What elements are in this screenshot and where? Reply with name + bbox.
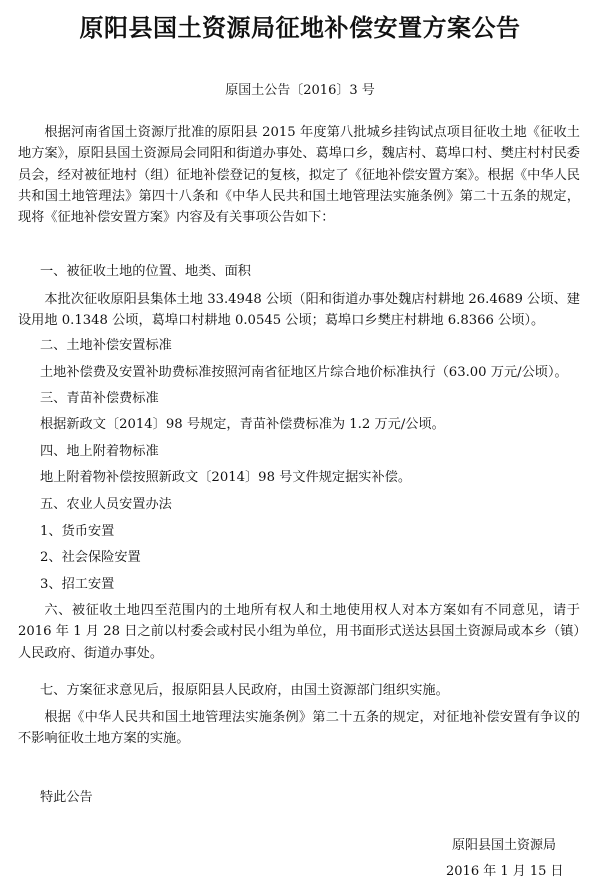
section-5-heading: 五、农业人员安置办法 xyxy=(40,497,172,512)
section-4-heading: 四、地上附着物标准 xyxy=(40,444,159,459)
section-2-body: 土地补偿费及安置补助费标准按照河南省征地区片综合地价标准执行（63.00 万元/公顷）。 xyxy=(40,365,568,380)
section-4-body: 地上附着物补偿按照新政文〔2014〕98 号文件规定据实补偿。 xyxy=(40,470,412,485)
document-number: 原国土公告〔2016〕3 号 xyxy=(225,83,375,98)
section-5-item-3: 3、招工安置 xyxy=(40,577,115,592)
section-7: 七、方案征求意见后，报原阳县人民政府，由国土资源部门组织实施。 xyxy=(40,683,449,698)
section-6: 六、被征收土地四至范围内的土地所有权人和土地使用权人对本方案如有不同意见，请于 2016 年 1 月 28 日之前以村委会或村民小组为单位，用书面形式送达县国土资源局或本乡（镇）人民政府、街道办事处。 xyxy=(18,603,580,661)
page-title: 原阳县国土资源局征地补偿安置方案公告 xyxy=(79,14,521,42)
intro-paragraph: 根据河南省国土资源厅批准的原阳县 2015 年度第八批城乡挂钩试点项目征收土地《征收土地方案》，原阳县国土资源局会同阳和街道办事处、葛埠口乡，魏店村、葛埠口村、樊庄村村民委员会，经对被征地村（组）征地补偿登记的复核，拟定了《征地补偿安置方案》。根据《中华人民共和国土地管理法》第四十八条和《中华人民共和国土地管理法实施条例》第二十五条的规定，现将《征地补偿安置方案》内容及有关事项公告如下： xyxy=(18,125,580,226)
section-3-body: 根据新政文〔2014〕98 号规定，青苗补偿费标准为 1.2 万元/公顷。 xyxy=(40,417,445,432)
signature-org: 原阳县国土资源局 xyxy=(452,838,557,853)
section-1-body: 本批次征收原阳县集体土地 33.4948 公顷（阳和街道办事处魏店村耕地 26.4689 公顷、建设用地 0.1348 公顷，葛埠口村耕地 0.0545 公顷；葛埠口乡樊庄村耕地 6.8366 公顷）。 xyxy=(18,292,580,329)
closing-line: 特此公告 xyxy=(40,790,93,805)
section-5-item-2: 2、社会保险安置 xyxy=(40,550,141,565)
section-8: 根据《中华人民共和国土地管理法实施条例》第二十五条的规定，对征地补偿安置有争议的不影响征收土地方案的实施。 xyxy=(18,710,580,747)
section-1-heading: 一、被征收土地的位置、地类、面积 xyxy=(40,264,251,279)
section-2-heading: 二、土地补偿安置标准 xyxy=(40,338,172,353)
signature-date: 2016 年 1 月 15 日 xyxy=(446,864,564,879)
section-5-item-1: 1、货币安置 xyxy=(40,524,115,539)
section-3-heading: 三、青苗补偿费标准 xyxy=(40,391,159,406)
